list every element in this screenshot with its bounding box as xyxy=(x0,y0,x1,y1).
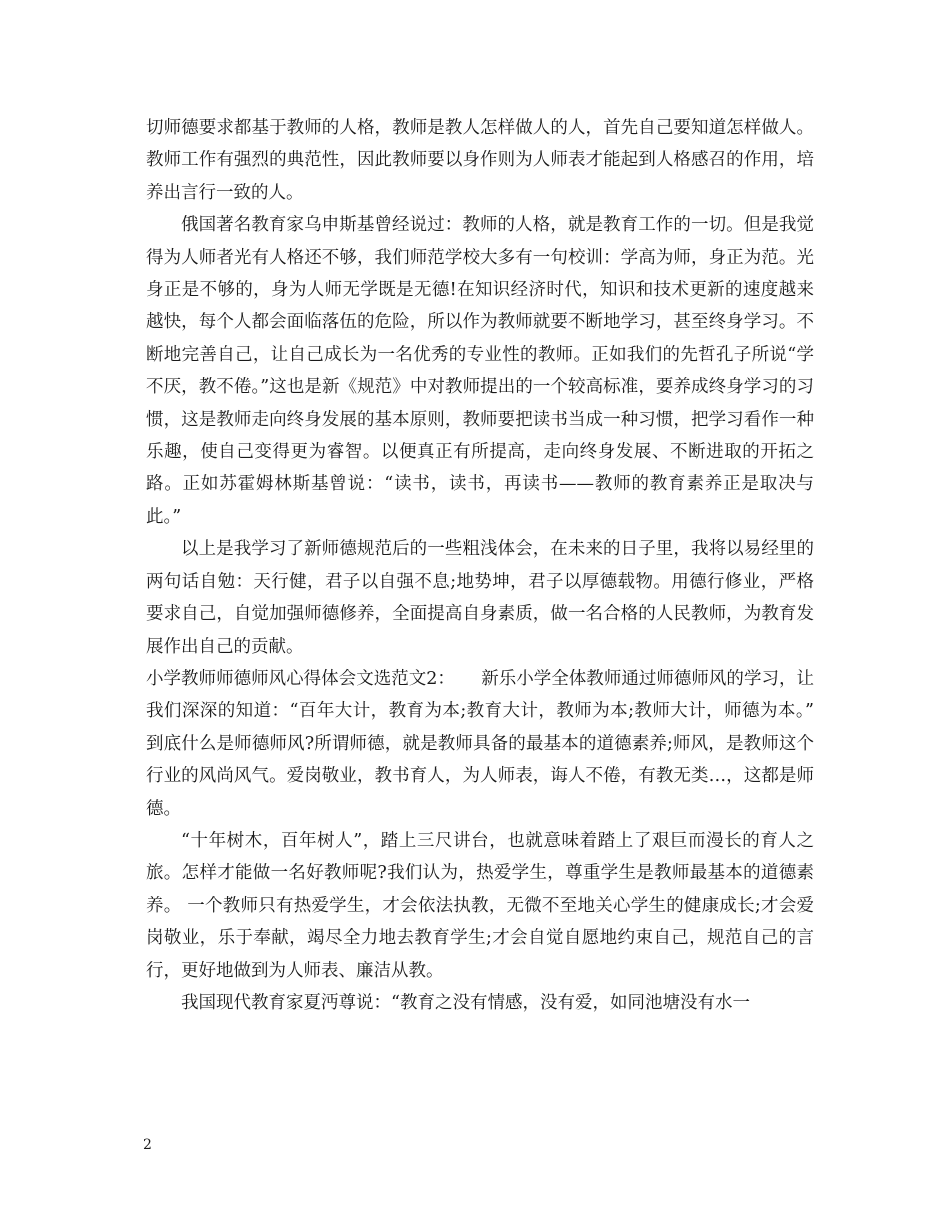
paragraph-6: 我国现代教育家夏沔尊说：“教育之没有情感，没有爱，如同池塘没有水一 xyxy=(181,992,750,1013)
paragraph-3: 以上是我学习了新师德规范后的一些粗浅体会，在未来的日子里，我将以易经里的两句话自勉：天行健，君子以自强不息;地势坤，君子以厚德载物。用德行修业，严格要求自己，自觉加强师德修养，全面提高自身素质，做一名合格的人民教师，为教育发展作出自己的贡献。 xyxy=(146,539,814,657)
page-number: 2 xyxy=(143,1137,152,1153)
document-body xyxy=(146,112,814,1019)
paragraph-2: 俄国著名教育家乌申斯基曾经说过：教师的人格，就是教育工作的一切。但是我觉得为人师者光有人格还不够，我们师范学校大多有一句校训：学高为师，身正为范。光身正是不够的，身为人师无学既是无德!在知识经济时代，知识和技术更新的速度越来越快，每个人都会面临落伍的危险，所以作为教师就要不断地学习，甚至终身学习。不断地完善自己，让自己成长为一名优秀的专业性的教师。正如我们的先哲孔子所说“学不厌，教不倦。”这也是新《规范》中对教师提出的一个较高标准，要养成终身学习的习惯，这是教师走向终身发展的基本原则，教师要把读书当成一种习惯，把学习看作一种乐趣，使自己变得更为睿智。以便真正有所提高，走向终身发展、不断进取的开拓之路。正如苏霍姆林斯基曾说：“读书，读书，再读书——教师的教育素养正是取决与此。” xyxy=(146,215,814,527)
paragraph-5: “十年树木，百年树人”，踏上三尺讲台，也就意味着踏上了艰巨而漫长的育人之旅。怎样才能做一名好教师呢?我们认为，热爱学生，尊重学生是教师最基本的道德素养。 一个教师只有热爱学生，才会依法执教，无微不至地关心学生的健康成长;才会爱岗敬业，乐于奉献，竭尽全力地去教育学生;才会自觉自愿地约束自己，规范自己的言行，更好地做到为人师表、廉洁从教。 xyxy=(146,830,814,981)
paragraph-4: 小学教师师德师风心得体会文选范文2： 新乐小学全体教师通过师德师风的学习，让我们深深的知道：“百年大计，教育为本;教育大计，教师为本;教师大计，师德为本。” 到底什么是师德师风?所谓师德，就是教师具备的最基本的道德素养;师风，是教师这个行业的风尚风气。爱岗敬业，教书育人，为人师表，诲人不倦，有教无类…，这都是师德。 xyxy=(146,668,814,819)
paragraph-1: 切师德要求都基于教师的人格，教师是教人怎样做人的人，首先自己要知道怎样做人。教师工作有强烈的典范性，因此教师要以身作则为人师表才能起到人格感召的作用，培养出言行一致的人。 xyxy=(146,118,814,203)
